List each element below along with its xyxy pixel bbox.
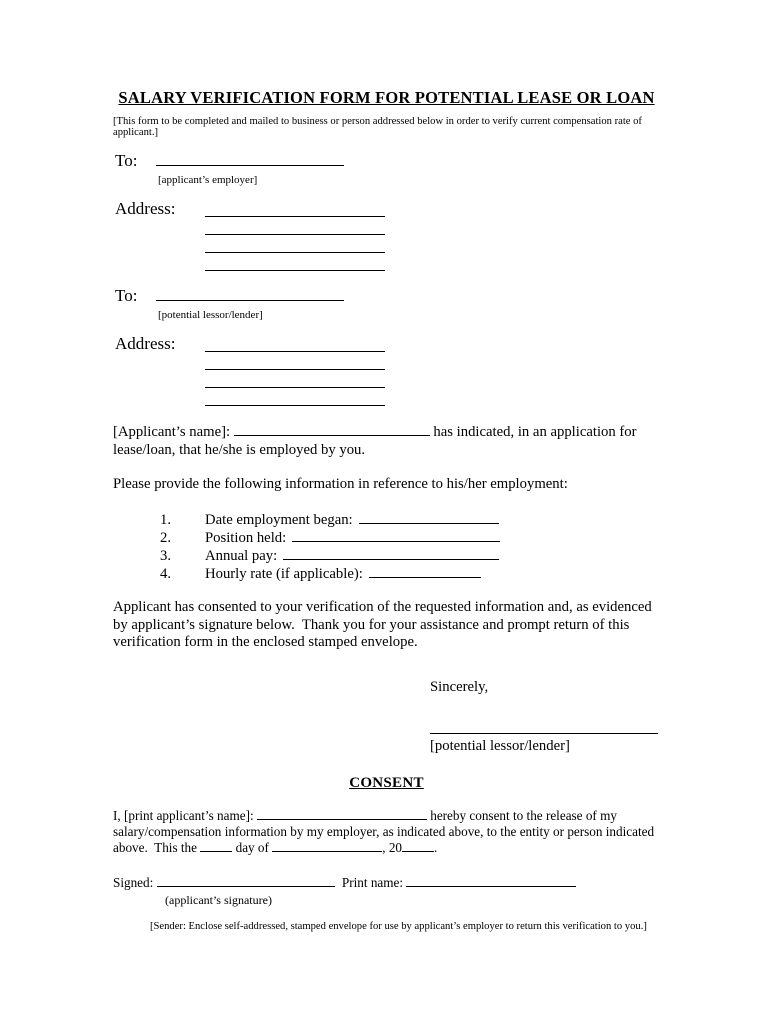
lessor-address-lines <box>205 334 385 406</box>
employer-caption: [applicant’s employer] <box>158 174 258 186</box>
date-employment-began-blank <box>359 512 499 524</box>
provide-information-line: Please provide the following information in reference to his/her employment: <box>113 476 568 493</box>
lessor-address-block <box>113 334 660 406</box>
consent-heading: CONSENT <box>349 774 424 791</box>
lessor-to-row <box>113 286 660 308</box>
lessor-address-label: Address: <box>115 334 176 353</box>
print-applicant-name-label: I, [print applicant’s name]: <box>113 807 254 823</box>
day-number-blank <box>200 840 232 852</box>
item-number: 4. <box>160 566 172 583</box>
day-of-label: day of <box>235 839 269 855</box>
sentence-period: . <box>434 839 438 855</box>
employer-address-blank-1 <box>205 199 385 217</box>
employer-address-blank-3 <box>205 235 385 253</box>
list-item <box>113 565 660 583</box>
month-blank <box>272 840 382 852</box>
list-item <box>113 547 660 565</box>
item-label: Position held: <box>205 530 287 547</box>
signed-label: Signed: <box>113 875 154 891</box>
list-item <box>113 529 660 547</box>
consent-request-paragraph: Applicant has consented to your verification of the requested information and, as evidenced by applicant’s signature below. Thank you for your assistance and prompt return of this verification form in the enclosed stamped envelope. <box>113 599 656 651</box>
sincerely-text: Sincerely, <box>430 678 489 695</box>
print-name-blank <box>406 875 576 887</box>
year-prefix-text: , 20 <box>382 839 402 855</box>
employer-to-label: To: <box>115 151 138 170</box>
year-blank <box>402 840 434 852</box>
employer-name-blank <box>156 152 344 166</box>
lessor-address-blank-4 <box>205 388 385 406</box>
applicant-statement-text: has indicated, in an application for lease/loan, that he/she is employed by you. <box>113 424 641 458</box>
position-held-blank <box>292 530 500 542</box>
employer-address-lines <box>205 199 385 271</box>
applicant-statement <box>113 424 660 459</box>
sender-envelope-note: [Sender: Enclose self-addressed, stamped envelope for use by applicant’s employer to return this verification to you.] <box>150 921 647 933</box>
item-label: Annual pay: <box>205 548 278 565</box>
intro-note: [This form to be completed and mailed to business or person addressed below in order to verify current compensation rate of applicant.] <box>113 116 642 138</box>
hourly-rate-blank <box>369 566 481 578</box>
signed-blank <box>157 875 335 887</box>
item-label: Hourly rate (if applicable): <box>205 566 363 583</box>
signed-row <box>113 875 660 891</box>
item-number: 3. <box>160 548 172 565</box>
lessor-signature-caption: [potential lessor/lender] <box>430 737 570 754</box>
item-number: 1. <box>160 512 172 529</box>
lessor-name-blank <box>156 287 344 301</box>
item-number: 2. <box>160 530 172 547</box>
employer-address-blank-2 <box>205 217 385 235</box>
lessor-to-label: To: <box>115 286 138 305</box>
lessor-caption: [potential lessor/lender] <box>158 309 263 321</box>
employment-info-list <box>113 511 660 583</box>
lessor-signature-blank <box>430 726 658 734</box>
lessor-address-blank-3 <box>205 370 385 388</box>
print-name-label: Print name: <box>341 875 404 891</box>
employer-address-blank-4 <box>205 253 385 271</box>
employer-address-label: Address: <box>115 199 176 218</box>
employer-address-block <box>113 199 660 271</box>
lessor-address-blank-2 <box>205 352 385 370</box>
consent-body-text: hereby consent to the release of my salary/compensation information by my employer, as indicated above, to the entity or person indicated above. This the <box>113 807 658 855</box>
consent-paragraph <box>113 808 660 855</box>
print-applicant-name-blank <box>257 808 427 820</box>
annual-pay-blank <box>283 548 499 560</box>
employer-to-row <box>113 151 660 173</box>
lessor-address-blank-1 <box>205 334 385 352</box>
form-title: SALARY VERIFICATION FORM FOR POTENTIAL LEASE OR LOAN <box>118 88 655 107</box>
list-item <box>113 511 660 529</box>
applicant-name-blank <box>234 424 430 436</box>
applicant-signature-caption: (applicant’s signature) <box>165 893 272 908</box>
applicant-name-label: [Applicant’s name]: <box>113 424 231 440</box>
item-label: Date employment began: <box>205 512 353 529</box>
